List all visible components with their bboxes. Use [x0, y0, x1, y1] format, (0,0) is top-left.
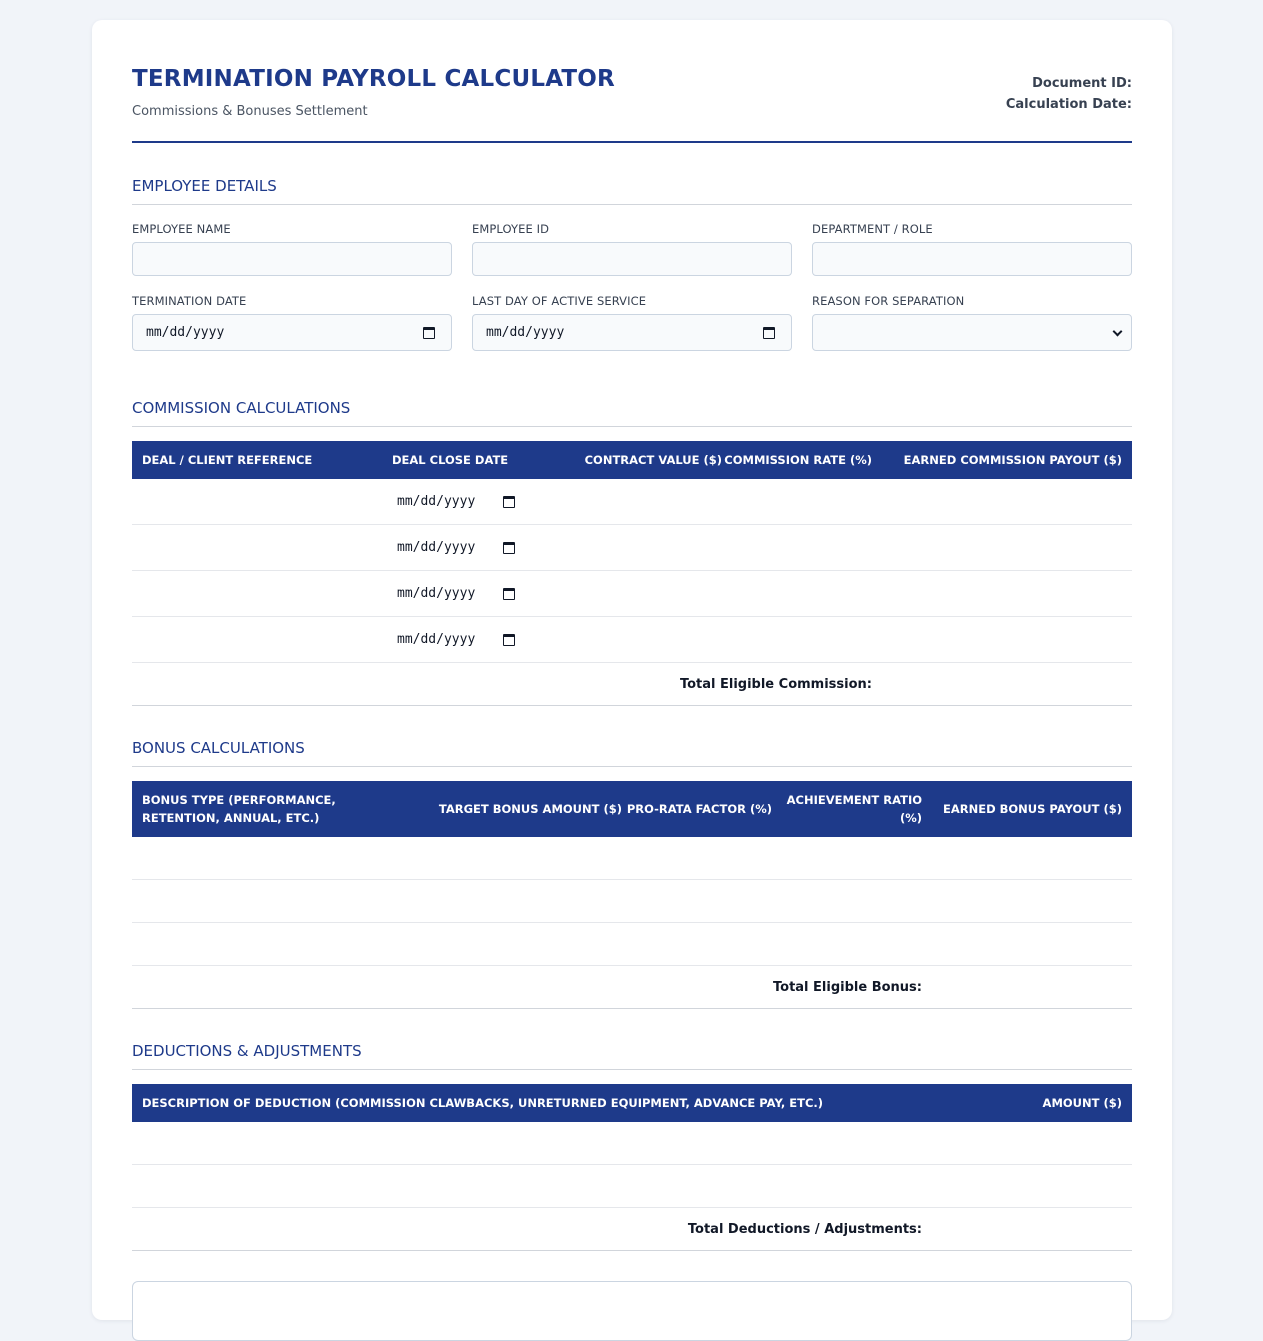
calendar-icon[interactable]	[503, 542, 515, 554]
commission-heading: COMMISSION CALCULATIONS	[132, 399, 1132, 427]
header-divider	[132, 141, 1132, 143]
col-earned-bonus: EARNED BONUS PAYOUT ($)	[943, 802, 1122, 816]
table-row[interactable]	[132, 479, 1132, 525]
calendar-icon[interactable]	[503, 634, 515, 646]
col-deduction-description: DESCRIPTION OF DEDUCTION (COMMISSION CLAWBACKS, UNRETURNED EQUIPMENT, ADVANCE PAY, ETC.)	[142, 1096, 824, 1110]
table-row[interactable]	[132, 525, 1132, 571]
col-bonus-type: BONUS TYPE (PERFORMANCE, RETENTION, ANNUAL, ETC.)	[142, 793, 336, 825]
bonus-total-label: Total Eligible Bonus:	[773, 980, 922, 995]
page-title: TERMINATION PAYROLL CALCULATOR	[132, 66, 615, 92]
calendar-icon[interactable]	[503, 588, 515, 600]
table-row[interactable]	[132, 571, 1132, 617]
termination-date-label: TERMINATION DATE	[132, 294, 247, 308]
employee-name-input[interactable]	[132, 242, 452, 276]
calendar-icon[interactable]	[763, 327, 775, 339]
table-row[interactable]	[132, 617, 1132, 663]
col-commission-rate: COMMISSION RATE (%)	[724, 453, 872, 467]
col-deal-reference: DEAL / CLIENT REFERENCE	[142, 453, 313, 467]
department-role-label: DEPARTMENT / ROLE	[812, 222, 933, 236]
col-deduction-amount: AMOUNT ($)	[1042, 1096, 1122, 1110]
table-row[interactable]	[132, 923, 1132, 966]
calculator-card	[92, 20, 1172, 1320]
employee-id-input[interactable]	[472, 242, 792, 276]
table-row[interactable]	[132, 1165, 1132, 1208]
date-placeholder: mm/dd/yyyy	[486, 325, 565, 340]
document-id-label: Document ID:	[1032, 76, 1132, 91]
deal-close-date-input[interactable]: mm/dd/yyyy	[397, 540, 476, 555]
table-row[interactable]	[132, 1122, 1132, 1165]
chevron-down-icon	[1113, 327, 1123, 337]
deal-close-date-input[interactable]: mm/dd/yyyy	[397, 586, 476, 601]
date-placeholder: mm/dd/yyyy	[146, 325, 225, 340]
reason-select[interactable]	[812, 314, 1132, 351]
bonus-total-row	[132, 966, 1132, 1009]
calendar-icon[interactable]	[423, 327, 435, 339]
deductions-total-row	[132, 1208, 1132, 1251]
bonus-heading: BONUS CALCULATIONS	[132, 739, 1132, 767]
table-row[interactable]	[132, 880, 1132, 923]
deductions-heading: DEDUCTIONS & ADJUSTMENTS	[132, 1042, 1132, 1070]
col-contract-value: CONTRACT VALUE ($)	[584, 453, 722, 467]
deal-close-date-input[interactable]: mm/dd/yyyy	[397, 632, 476, 647]
calculation-date-label: Calculation Date:	[1005, 97, 1132, 112]
employee-name-label: EMPLOYEE NAME	[132, 222, 231, 236]
col-pro-rata: PRO-RATA FACTOR (%)	[626, 802, 772, 816]
col-target-bonus: TARGET BONUS AMOUNT ($)	[438, 802, 622, 816]
page-subtitle: Commissions & Bonuses Settlement	[132, 104, 368, 119]
reason-label: REASON FOR SEPARATION	[812, 294, 965, 308]
department-role-input[interactable]	[812, 242, 1132, 276]
employee-id-label: EMPLOYEE ID	[472, 222, 550, 236]
document-meta	[1006, 73, 1132, 115]
col-achievement: ACHIEVEMENT RATIO (%)	[786, 793, 922, 825]
commission-total-row	[132, 663, 1132, 706]
employee-details-heading: EMPLOYEE DETAILS	[132, 177, 1132, 205]
deal-close-date-input[interactable]: mm/dd/yyyy	[397, 494, 476, 509]
termination-date-input[interactable]	[132, 314, 452, 351]
col-deal-close-date: DEAL CLOSE DATE	[392, 453, 509, 467]
bonus-table-header	[132, 781, 1132, 837]
deductions-total-label: Total Deductions / Adjustments:	[687, 1222, 922, 1237]
commission-table-header	[132, 441, 1132, 479]
col-earned-commission: EARNED COMMISSION PAYOUT ($)	[903, 453, 1122, 467]
settlement-summary-box	[132, 1281, 1132, 1341]
calendar-icon[interactable]	[503, 496, 515, 508]
last-day-input[interactable]	[472, 314, 792, 351]
deductions-table-header	[132, 1084, 1132, 1122]
table-row[interactable]	[132, 837, 1132, 880]
commission-total-label: Total Eligible Commission:	[679, 677, 872, 692]
last-day-label: LAST DAY OF ACTIVE SERVICE	[472, 294, 647, 308]
